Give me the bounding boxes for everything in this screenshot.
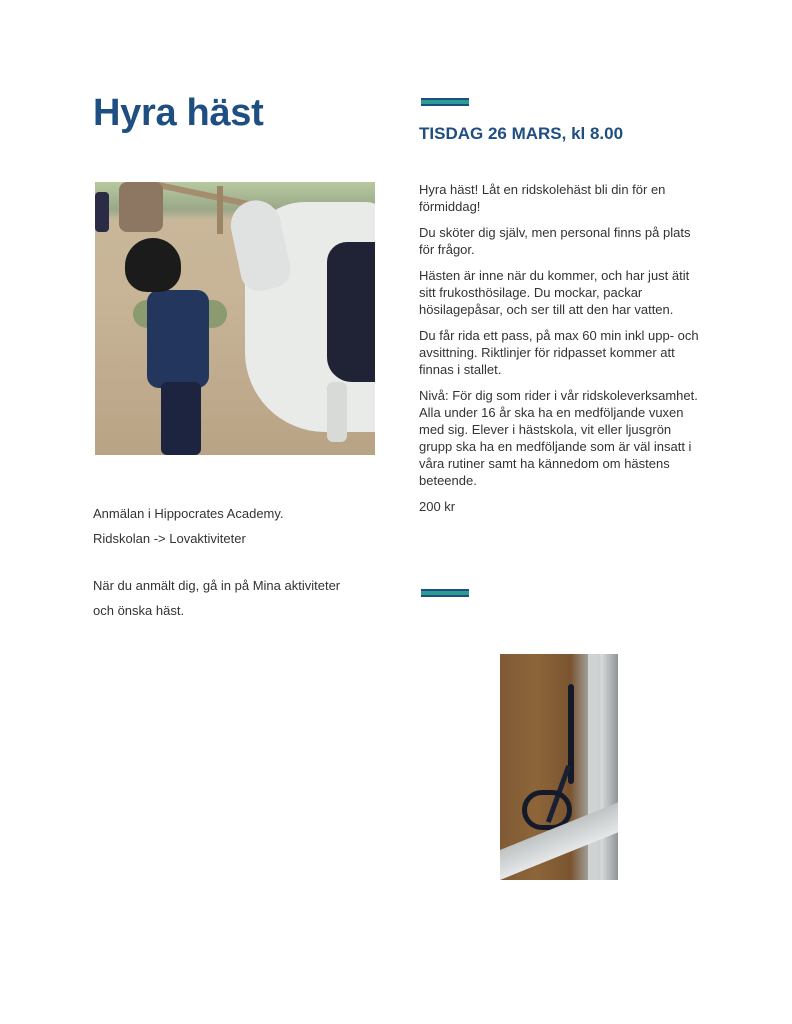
background-horse	[119, 182, 163, 232]
registration-info	[93, 501, 383, 623]
registration-path: Ridskolan -> Lovaktiviteter	[93, 531, 246, 546]
riding-helmet	[125, 238, 181, 292]
description-paragraph: Du får rida ett pass, på max 60 min inkl upp- och avsittning. Riktlinjer för ridpasset kommer att finnas i stallet.	[419, 328, 699, 377]
child-legs	[161, 382, 201, 455]
registration-line: När du anmält dig, gå in på Mina aktiviteter	[93, 578, 341, 593]
page-title: Hyra häst	[93, 92, 264, 134]
child-vest	[147, 290, 209, 388]
description-paragraph: Hyra häst! Låt en ridskolehäst bli din för en förmiddag!	[419, 182, 666, 214]
registration-line: och önska häst.	[93, 603, 185, 618]
registration-line: Anmälan i Hippocrates Academy.	[93, 506, 284, 521]
door-frame	[588, 654, 598, 880]
event-date-heading: TISDAG 26 MARS, kl 8.00	[419, 124, 624, 143]
saddle-pad	[327, 242, 375, 382]
description-paragraph: Hästen är inne när du kommer, och har just ätit sitt frukosthösilage. Du mockar, packar hösilagepåsar, och ser till att den har vatten.	[419, 268, 690, 317]
photo-halter-on-stable-door	[500, 654, 618, 880]
event-description	[419, 181, 704, 524]
price: 200 kr	[419, 499, 456, 514]
photo-child-leading-horse	[95, 182, 375, 455]
accent-bar-bottom	[421, 589, 469, 597]
description-paragraph: Du sköter dig själv, men personal finns på plats för frågor.	[419, 225, 691, 257]
fence-post	[217, 186, 223, 234]
horse-leg	[327, 382, 347, 442]
background-child	[95, 192, 109, 232]
description-paragraph: Nivå: För dig som rider i vår ridskoleverksamhet. Alla under 16 år ska ha en medföljande vuxen med sig. Elever i hästskola, vit eller ljusgrön grupp ska ha en medföljande som är väl insatt i våra rutiner samt ha kännedom om hästens beteende.	[419, 388, 698, 488]
accent-bar-top	[421, 98, 469, 106]
